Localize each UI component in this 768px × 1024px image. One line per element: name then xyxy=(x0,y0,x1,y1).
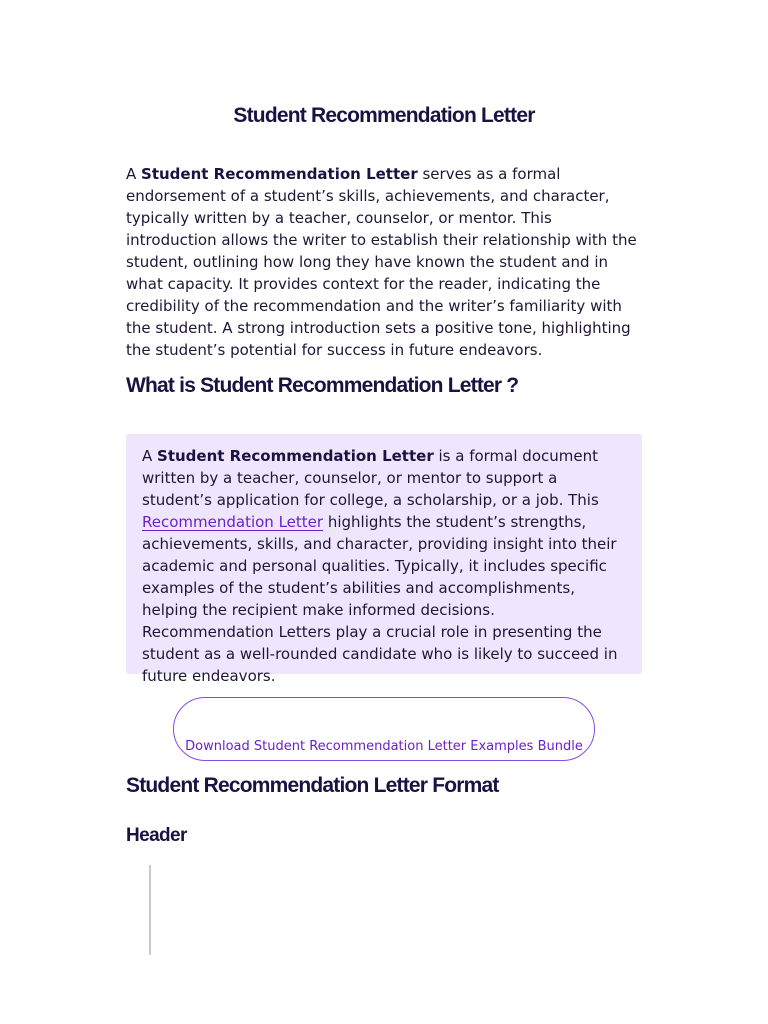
intro-text: serves as a formal endorsement of a student’s skills, achievements, and character, typically written by a teacher, counselor, or mentor. This introduction allows the writer to establish their relationship with the student, outlining how long they have known the student and in what capacity. It provides context for the reader, indicating the credibility of the recommendation and the writer’s familiarity with the student. A strong introduction sets a positive tone, highlighting the student’s potential for success in future endeavors. xyxy=(126,165,637,359)
page-title: Student Recommendation Letter xyxy=(233,104,535,127)
what-is-heading: What is Student Recommendation Letter ? xyxy=(126,374,519,397)
callout-text-2: highlights the student’s strengths, achievements, skills, and character, providing insight into their academic and personal qualities. Typically, it includes specific examples of the student’s abilities and accomplishments, helping the recipient make informed decisions. Recommendation Letters play a crucial role in presenting the student as a well-rounded candidate who is likely to succeed in future endeavors. xyxy=(142,513,618,685)
callout-text-1: is a formal document written by a teacher, counselor, or mentor to support a student’s application for college, a scholarship, or a job. This xyxy=(142,447,599,509)
callout-prefix: A xyxy=(142,447,158,465)
blockquote-rule xyxy=(149,865,151,955)
definition-callout xyxy=(126,434,642,685)
intro-prefix: A xyxy=(126,165,142,183)
header-subheading: Header xyxy=(126,825,187,846)
download-bundle-button[interactable] xyxy=(173,697,595,761)
intro-paragraph xyxy=(126,163,642,361)
format-heading: Student Recommendation Letter Format xyxy=(126,774,499,797)
callout-bold-term: Student Recommendation Letter xyxy=(157,447,434,465)
download-bundle-label: Download Student Recommendation Letter Examples Bundle xyxy=(185,739,583,754)
intro-bold-term: Student Recommendation Letter xyxy=(141,165,418,183)
recommendation-letter-link[interactable]: Recommendation Letter xyxy=(142,513,324,531)
